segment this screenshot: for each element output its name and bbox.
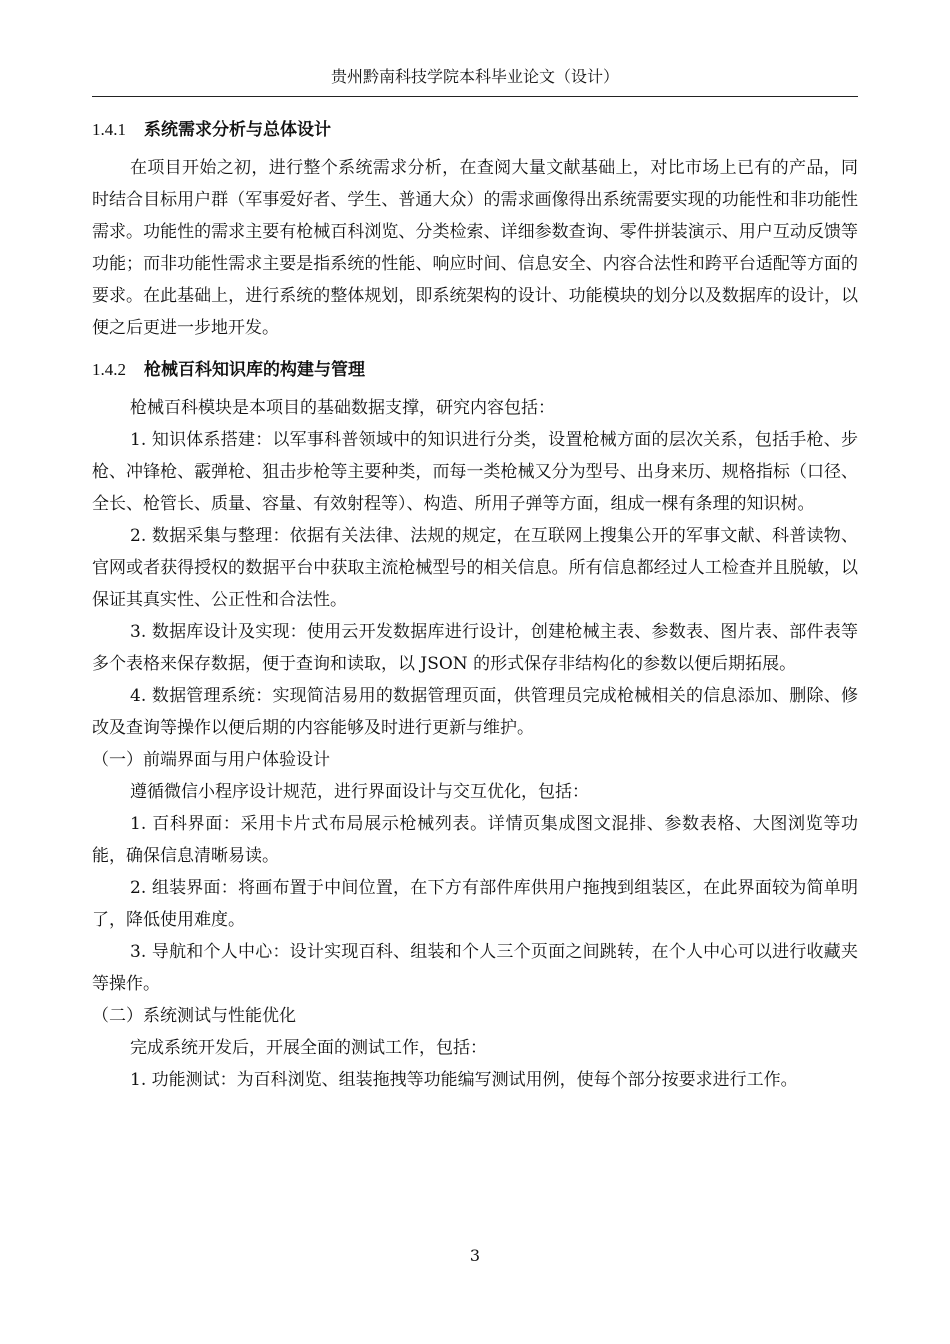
list-item: 2. 数据采集与整理：依据有关法律、法规的规定，在互联网上搜集公开的军事文献、科普读物、官网或者获得授权的数据平台中获取主流枪械型号的相关信息。所有信息都经过人工检查并且脱敏，以保证其真实性、公正性和合法性。 [92, 526, 858, 610]
heading-title: 系统需求分析与总体设计 [144, 120, 331, 140]
paragraph-intro: 完成系统开发后，开展全面的测试工作，包括： [130, 1038, 487, 1058]
heading-title: 枪械百科知识库的构建与管理 [144, 360, 365, 380]
paragraph-intro: 遵循微信小程序设计规范，进行界面设计与交互优化，包括： [130, 782, 589, 802]
paragraph-intro: 枪械百科模块是本项目的基础数据支撑，研究内容包括： [130, 398, 555, 418]
paragraph-requirements: 在项目开始之初，进行整个系统需求分析，在查阅大量文献基础上，对比市场上已有的产品，同时结合目标用户群（军事爱好者、学生、普通大众）的需求画像得出系统需要实现的功能性和非功能性需求。功能性的需求主要有枪械百科浏览、分类检索、详细参数查询、零件拼装演示、用户互动反馈等功能；而非功能性需求主要是指系统的性能、响应时间、信息安全、内容合法性和跨平台适配等方面的要求。在此基础上，进行系统的整体规划，即系统架构的设计、功能模块的划分以及数据库的设计，以便之后更进一步地开发。 [92, 158, 858, 338]
subheading-frontend: （一）前端界面与用户体验设计 [92, 750, 330, 770]
list-item: 1. 知识体系搭建：以军事科普领域中的知识进行分类，设置枪械方面的层次关系，包括手枪、步枪、冲锋枪、霰弹枪、狙击步枪等主要种类，而每一类枪械又分为型号、出身来历、规格指标（口径、全长、枪管长、质量、容量、有效射程等）、构造、所用子弹等方面，组成一棵有条理的知识树。 [92, 430, 858, 514]
heading-number: 1.4.2 [92, 360, 126, 379]
subheading-testing: （二）系统测试与性能优化 [92, 1006, 296, 1026]
heading-number: 1.4.1 [92, 120, 126, 139]
list-item: 3. 数据库设计及实现：使用云开发数据库进行设计，创建枪械主表、参数表、图片表、部件表等多个表格来保存数据，便于查询和读取，以 JSON 的形式保存非结构化的参数以便后期拓展。 [92, 622, 858, 674]
heading-1-4-2 [92, 354, 858, 386]
heading-1-4-1 [92, 114, 858, 146]
list-item: 2. 组装界面：将画布置于中间位置，在下方有部件库供用户拖拽到组装区，在此界面较为简单明了，降低使用难度。 [92, 878, 858, 930]
page-body [92, 114, 858, 1096]
list-item: 1. 百科界面：采用卡片式布局展示枪械列表。详情页集成图文混排、参数表格、大图浏览等功能，确保信息清晰易读。 [92, 814, 858, 866]
spacer [92, 344, 858, 354]
page-number: 3 [469, 1246, 481, 1265]
list-item: 4. 数据管理系统：实现简洁易用的数据管理页面，供管理员完成枪械相关的信息添加、删除、修改及查询等操作以便后期的内容能够及时进行更新与维护。 [92, 686, 858, 738]
list-item: 1. 功能测试：为百科浏览、组装拖拽等功能编写测试用例，使每个部分按要求进行工作。 [130, 1070, 798, 1090]
page-header: 贵州黔南科技学院本科毕业论文（设计） [330, 67, 619, 86]
list-item: 3. 导航和个人中心：设计实现百科、组装和个人三个页面之间跳转，在个人中心可以进行收藏夹等操作。 [92, 942, 858, 994]
header-rule [92, 96, 858, 97]
